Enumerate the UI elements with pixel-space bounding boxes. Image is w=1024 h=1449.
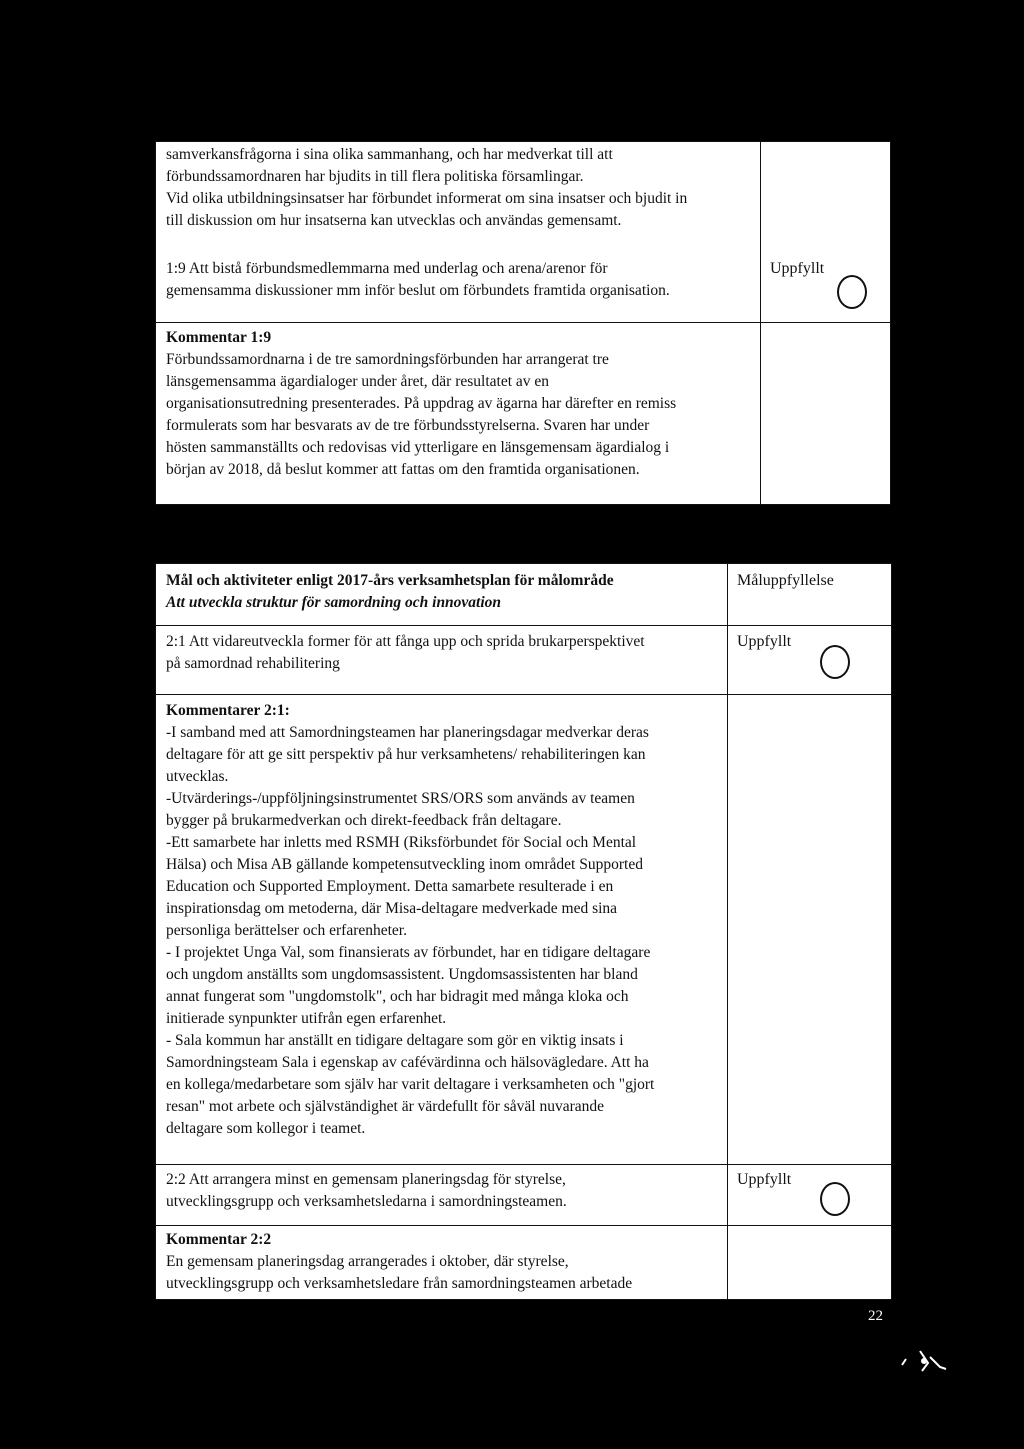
- text-line: på samordnad rehabilitering: [166, 655, 340, 672]
- text-line: utvecklas.: [166, 768, 229, 785]
- continuation-paragraph: [166, 144, 756, 232]
- goal-2-2: [166, 1169, 722, 1213]
- comment-title: Kommentarer 2:1:: [166, 702, 290, 719]
- fulfilled-circle-icon: [820, 645, 850, 679]
- goal-2-1: [166, 631, 722, 675]
- text-line: inspirationsdag om metoderna, där Misa-deltagare medverkade med sina: [166, 900, 618, 917]
- text-line: 2:2 Att arrangera minst en gemensam planeringsdag för styrelse,: [166, 1171, 566, 1188]
- table-section-2: [155, 563, 892, 1300]
- text-line: och ungdom anställts som ungdomsassistent. Ungdomsassistenten har bland: [166, 966, 638, 983]
- text-line: en kollega/medarbetare som själv har varit deltagare i verksamheten och "gjort: [166, 1076, 655, 1093]
- text-line: Förbundssamordnarna i de tre samordningsförbunden har arrangerat tre: [166, 351, 609, 368]
- comment-2-1: [166, 700, 722, 1140]
- text-line: personliga berättelser och erfarenheter.: [166, 922, 407, 939]
- text-line: organisationsutredning presenterades. På uppdrag av ägarna har därefter en remiss: [166, 395, 677, 412]
- text-line: till diskussion om hur insatserna kan utvecklas och användas gemensamt.: [166, 212, 622, 229]
- page-number: 22: [868, 1308, 883, 1324]
- text-line: 1:9 Att bistå förbundsmedlemmarna med underlag och arena/arenor för: [166, 260, 608, 277]
- scan-artifact-icon: [900, 1345, 948, 1375]
- text-line: Samordningsteam Sala i egenskap av cafévärdinna och hälsovägledare. Att ha: [166, 1054, 649, 1071]
- comment-1-9: [166, 327, 756, 481]
- text-line: Education och Supported Employment. Detta samarbete resulterade i en: [166, 878, 614, 895]
- table-header: [166, 570, 722, 614]
- text-line: 2:1 Att vidareutveckla former för att fånga upp och sprida brukarperspektivet: [166, 633, 645, 650]
- fulfilled-circle-icon: [820, 1182, 850, 1216]
- text-line: deltagare som kollegor i teamet.: [166, 1120, 366, 1137]
- text-line: utvecklingsgrupp och verksamhetsledare från samordningsteamen arbetade: [166, 1275, 633, 1292]
- header-title: Mål och aktiviteter enligt 2017-års verksamhetsplan för målområde: [166, 572, 614, 589]
- text-line: initierade synpunkter utifrån egen erfarenhet.: [166, 1010, 447, 1027]
- text-line: samverkansfrågorna i sina olika sammanhang, och har medverkat till att: [166, 146, 613, 163]
- header-subtitle: Att utveckla struktur för samordning och innovation: [166, 594, 502, 611]
- text-line: -Utvärderings-/uppföljningsinstrumentet SRS/ORS som används av teamen: [166, 790, 635, 807]
- text-line: En gemensam planeringsdag arrangerades i oktober, där styrelse,: [166, 1253, 569, 1270]
- goal-1-9: [166, 258, 756, 302]
- text-line: förbundssamordnaren har bjudits in till flera politiska församlingar.: [166, 168, 584, 185]
- column-divider: [727, 564, 728, 1299]
- status-2-2: Uppfyllt: [737, 1171, 792, 1188]
- text-line: formulerats som har besvarats av de tre förbundsstyrelserna. Svaren har under: [166, 417, 650, 434]
- text-line: utvecklingsgrupp och verksamhetsledarna i samordningsteamen.: [166, 1193, 567, 1210]
- comment-title: Kommentar 1:9: [166, 329, 272, 346]
- column-divider: [760, 142, 761, 504]
- text-line: resan" mot arbete och självständighet är värdefullt för såväl nuvarande: [166, 1098, 605, 1115]
- row-divider: [156, 625, 891, 626]
- row-divider: [156, 1225, 891, 1226]
- fulfilled-circle-icon: [837, 275, 867, 309]
- text-line: - I projektet Unga Val, som finansierats av förbundet, har en tidigare deltagare: [166, 944, 651, 961]
- text-line: hösten sammanställts och redovisas vid ytterligare en länsgemensam ägardialog i: [166, 439, 670, 456]
- text-line: länsgemensamma ägardialoger under året, där resultatet av en: [166, 373, 550, 390]
- text-line: Vid olika utbildningsinsatser har förbundet informerat om sina insatser och bjudit in: [166, 190, 688, 207]
- text-line: bygger på brukarmedverkan och direkt-feedback från deltagare.: [166, 812, 562, 829]
- text-line: Hälsa) och Misa AB gällande kompetensutveckling inom området Supported: [166, 856, 643, 873]
- text-line: början av 2018, då beslut kommer att fattas om den framtida organisationen.: [166, 461, 640, 478]
- text-line: gemensamma diskussioner mm inför beslut om förbundets framtida organisation.: [166, 282, 670, 299]
- text-line: annat fungerat som "ungdomstolk", och har bidragit med många kloka och: [166, 988, 629, 1005]
- row-divider: [156, 322, 890, 323]
- row-divider: [156, 1164, 891, 1165]
- status-1-9: Uppfyllt: [770, 260, 825, 277]
- status-2-1: Uppfyllt: [737, 633, 792, 650]
- text-line: -Ett samarbete har inletts med RSMH (Riksförbundet för Social och Mental: [166, 834, 637, 851]
- text-line: - Sala kommun har anställt en tidigare deltagare som gör en viktig insats i: [166, 1032, 624, 1049]
- text-line: deltagare för att ge sitt perspektiv på hur verksamhetens/ rehabiliteringen kan: [166, 746, 646, 763]
- comment-title: Kommentar 2:2: [166, 1231, 272, 1248]
- row-divider: [156, 694, 891, 695]
- table-section-1: [155, 141, 891, 505]
- text-line: -I samband med att Samordningsteamen har planeringsdagar medverkar deras: [166, 724, 649, 741]
- comment-2-2: [166, 1229, 722, 1295]
- header-goal-fulfillment: Måluppfyllelse: [737, 572, 834, 589]
